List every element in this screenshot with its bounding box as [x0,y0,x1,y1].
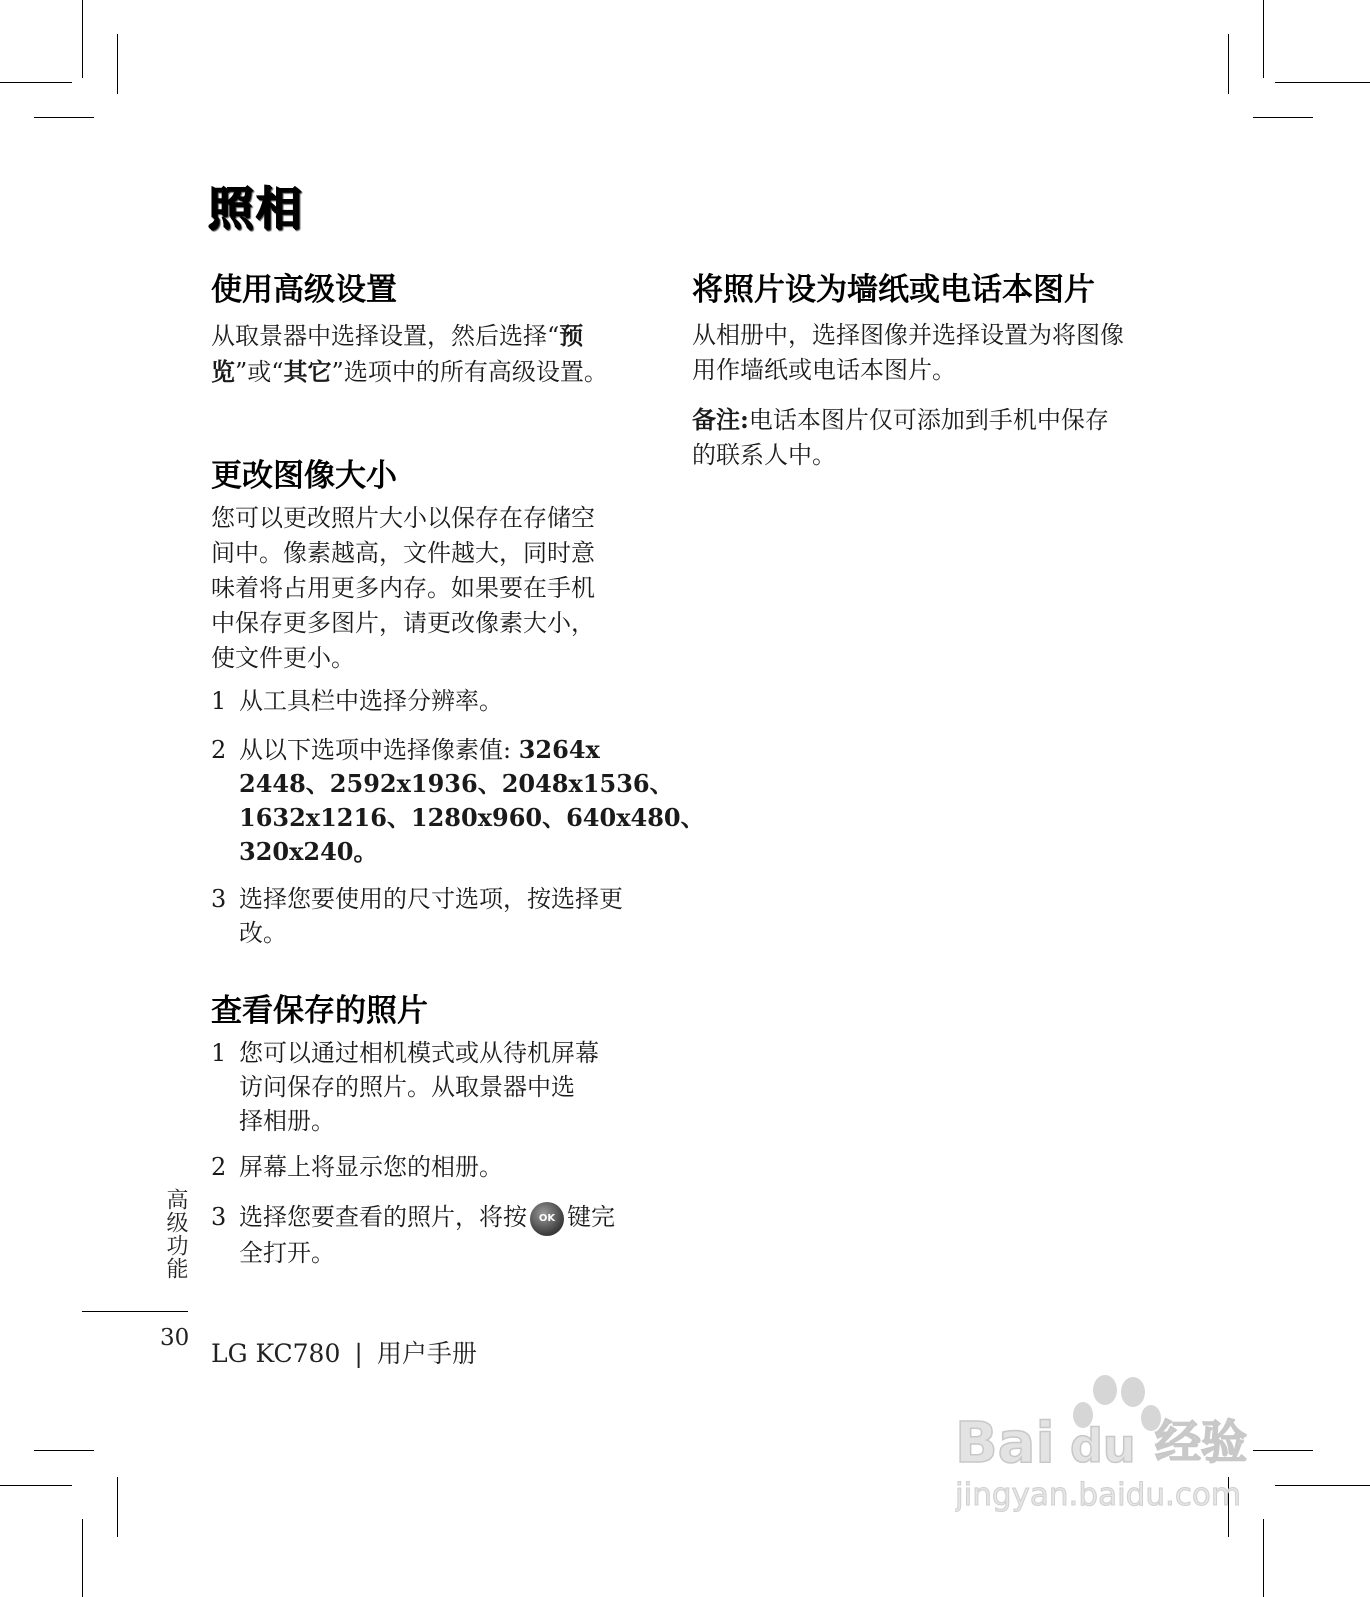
ok-key-icon: OK [530,1202,564,1236]
page-number: 30 [160,1325,190,1351]
heading-advanced-settings: 使用高级设置 [211,272,397,308]
footer-model: LG KC780 [211,1339,341,1368]
crop-mark [1263,0,1264,78]
crop-mark [117,1477,118,1537]
wallpaper-description: 从相册中，选择图像并选择设置为将图像 用作墙纸或电话本图片。 [692,321,1124,384]
crop-mark [117,34,118,94]
crop-mark [0,82,72,83]
resize-description: 您可以更改照片大小以保存在存储空 间中。像素越高，文件越大，同时意 味着将占用更多内存。如果要在手机 中保存更多图片，请更改像素大小， 使文件更小。 [211,504,595,672]
svg-text:jingyan.baidu.com: jingyan.baidu.com [955,1477,1242,1513]
advanced-settings-text: 从取景器中选择设置，然后选择“预 览”或“其它”选项中的所有高级设置。 [211,321,608,386]
crop-mark [0,1485,72,1486]
wallpaper-note: 备注:电话本图片仅可添加到手机中保存 的联系人中。 [692,405,1109,469]
crop-mark [1228,34,1229,94]
crop-mark [1253,117,1313,118]
footer-manual: 用户手册 [376,1339,477,1368]
heading-view-saved-photos: 查看保存的照片 [211,993,428,1029]
side-section-label: 高级功能 [163,1188,188,1280]
crop-mark [34,117,94,118]
crop-mark [82,1519,83,1597]
page-title: 照相 [207,181,303,235]
heading-set-as-wallpaper: 将照片设为墙纸或电话本图片 [692,272,1095,308]
svg-text:du: du [1070,1419,1136,1473]
crop-mark [34,1450,94,1451]
crop-mark [1263,1519,1264,1597]
crop-mark [1275,82,1370,83]
side-divider [82,1311,188,1312]
footer: LG KC780 | 用户手册 [211,1339,477,1368]
svg-text:经验: 经验 [1155,1415,1247,1469]
crop-mark [1275,1485,1370,1486]
svg-text:Bai: Bai [955,1411,1055,1476]
baidu-jingyan-watermark [955,1370,1265,1520]
crop-mark [82,0,83,78]
heading-resize-image: 更改图像大小 [211,458,397,494]
